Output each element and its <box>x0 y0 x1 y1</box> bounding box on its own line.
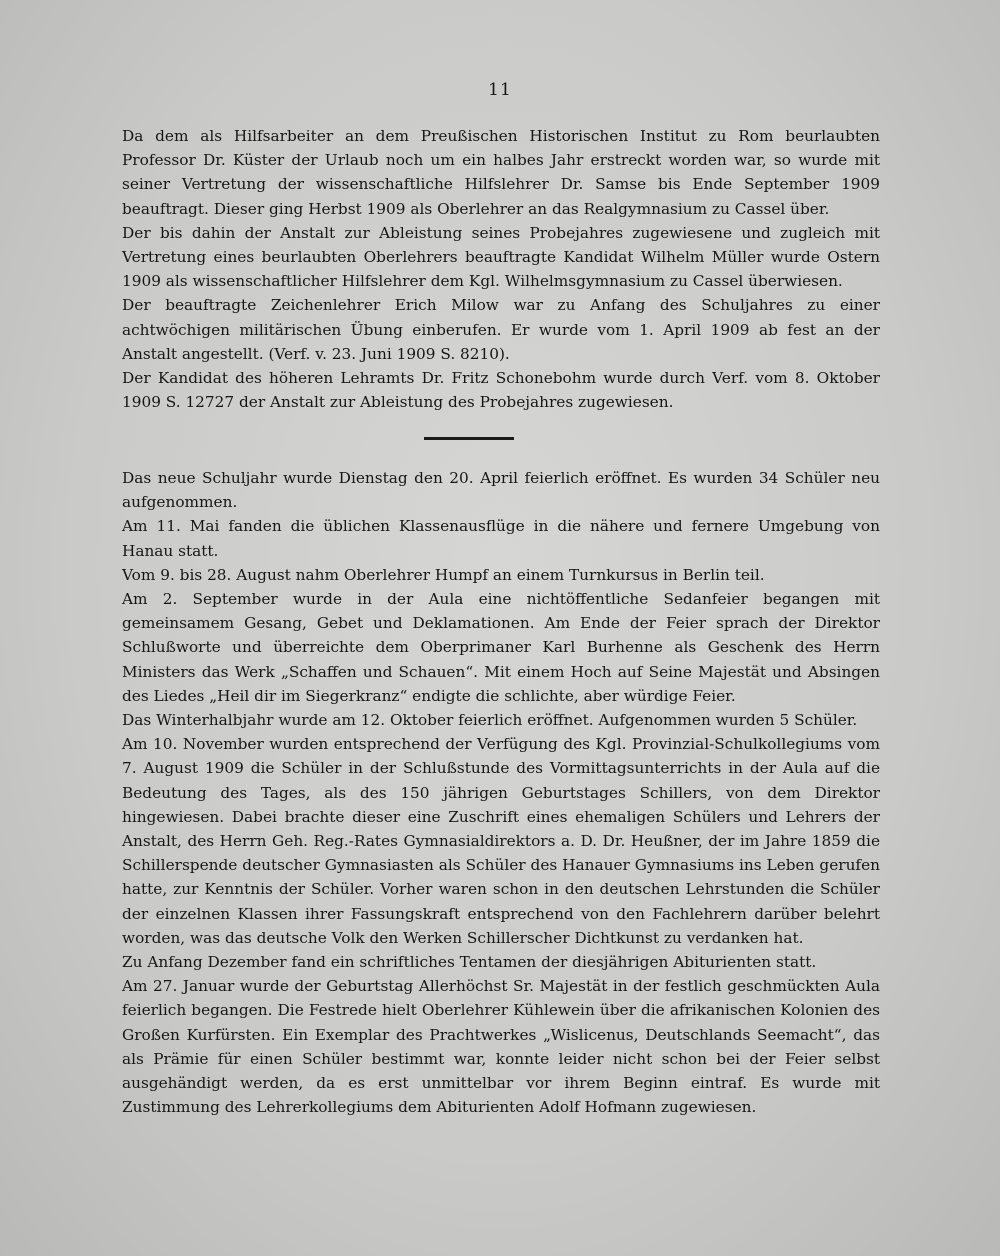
paragraph: Der Kandidat des höheren Lehramts Dr. Fritz Schonebohm wurde durch Verf. vom 8. Oktober 1909 S. 12727 der Anstalt zur Ableistung des Probejahres zugewiesen. <box>122 369 880 412</box>
paragraph: Der bis dahin der Anstalt zur Ableistung seines Probejahres zugewiesene und zugleich mit Vertretung eines beurlaubten Oberlehrers beauftragte Kandidat Wilhelm Müller wurde Ostern 1909 als wissenschaftlicher Hilfslehrer dem Kgl. Wilhelmsgymnasium zu Cassel überwiesen. <box>122 223 880 291</box>
page-number: 11 <box>488 80 512 100</box>
paragraph: Das neue Schuljahr wurde Dienstag den 20. April feierlich eröffnet. Es wurden 34 Schüler neu aufgenommen. <box>122 469 880 512</box>
personnel-section <box>122 124 880 414</box>
paragraph: Das Winterhalbjahr wurde am 12. Oktober feierlich eröffnet. Aufgenommen wurden 5 Schüler. <box>122 711 858 730</box>
paragraph: Am 11. Mai fanden die üblichen Klassenausflüge in die nähere und fernere Umgebung von Hanau statt. <box>122 517 880 560</box>
section-divider <box>424 437 514 440</box>
paragraph: Am 2. September wurde in der Aula eine nichtöffentliche Sedanfeier begangen mit gemeinsamem Gesang, Gebet und Deklamationen. Am Ende der Feier sprach der Direktor Schlußworte und überreichte dem Oberprimaner Karl Burhenne als Geschenk des Herrn Ministers das Werk „Schaffen und Schauen“. Mit einem Hoch auf Seine Majestät und Absingen des Liedes „Heil dir im Siegerkranz“ endigte die schlichte, aber würdige Feier. <box>122 590 880 705</box>
paragraph: Zu Anfang Dezember fand ein schriftliches Tentamen der diesjährigen Abiturienten statt. <box>122 953 817 972</box>
chronicle-section <box>122 466 880 1119</box>
paragraph: Am 10. November wurden entsprechend der Verfügung des Kgl. Provinzial-Schulkollegiums vom 7. August 1909 die Schüler in der Schlußstunde des Vormittagsunterrichts in der Aula auf die Bedeutung des Tages, als des 150 jährigen Geburtstages Schillers, von dem Direktor hingewiesen. Dabei brachte dieser eine Zuschrift eines ehemaligen Schülers und Lehrers der Anstalt, des Herrn Geh. Reg.-Rates Gymnasialdirektors a. D. Dr. Heußner, der im Jahre 1859 die Schillerspende deutscher Gymnasiasten als Schüler des Hanauer Gymnasiums ins Leben gerufen hatte, zur Kenntnis der Schüler. Vorher waren schon in den deutschen Lehrstunden die Schüler der einzelnen Klassen ihrer Fassungskraft entsprechend von den Fachlehrern darüber belehrt worden, was das deutsche Volk den Werken Schillerscher Dichtkunst zu verdanken hat. <box>122 735 880 947</box>
paragraph: Vom 9. bis 28. August nahm Oberlehrer Humpf an einem Turnkursus in Berlin teil. <box>122 565 765 584</box>
paragraph: Am 27. Januar wurde der Geburtstag Allerhöchst Sr. Majestät in der festlich geschmückten Aula feierlich begangen. Die Festrede hielt Oberlehrer Kühlewein über die afrikanischen Kolonien des Großen Kurfürsten. Ein Exemplar des Prachtwerkes „Wislicenus, Deutschlands Seemacht“, das als Prämie für einen Schüler bestimmt war, konnte leider nicht schon bei der Feier selbst ausgehändigt werden, da es erst unmittelbar vor ihrem Beginn eintraf. Es wurde mit Zustimmung des Lehrerkollegiums dem Abiturienten Adolf Hofmann zugewiesen. <box>122 977 880 1117</box>
paragraph: Da dem als Hilfsarbeiter an dem Preußischen Historischen Institut zu Rom beurlaubten Professor Dr. Küster der Urlaub noch um ein halbes Jahr erstreckt worden war, so wurde mit seiner Vertretung der wissenschaftliche Hilfslehrer Dr. Samse bis Ende September 1909 beauftragt. Dieser ging Herbst 1909 als Oberlehrer an das Realgymnasium zu Cassel über. <box>122 127 880 218</box>
paragraph: Der beauftragte Zeichenlehrer Erich Milow war zu Anfang des Schuljahres zu einer achtwöchigen militärischen Übung einberufen. Er wurde vom 1. April 1909 ab fest an der Anstalt angestellt. (Verf. v. 23. Juni 1909 S. 8210). <box>122 296 880 363</box>
